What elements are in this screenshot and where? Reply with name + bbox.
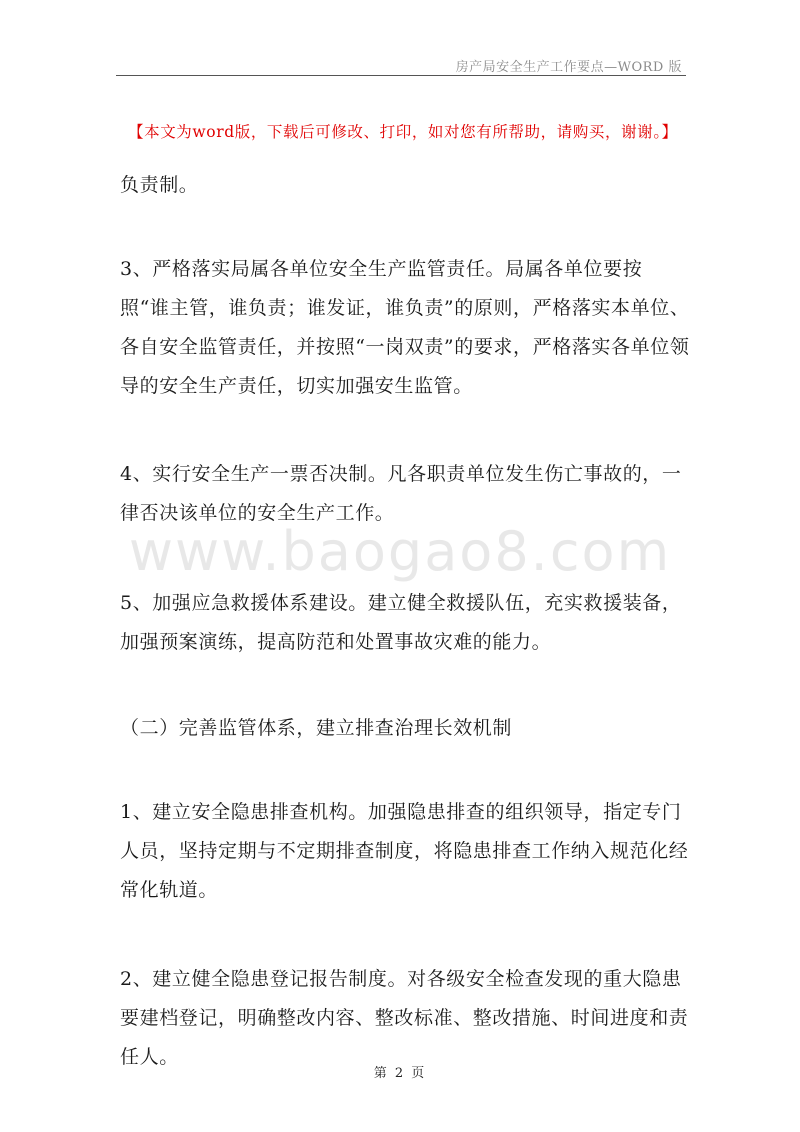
page-header-title: 房产局安全生产工作要点—WORD 版 — [455, 60, 682, 75]
header-divider — [116, 75, 686, 76]
paragraph-fuzeren: 负责制。 — [120, 174, 199, 196]
page-number: 第 2 页 — [373, 1066, 427, 1081]
paragraph-section2-item-1: 1、建立安全隐患排查机构。加强隐患排查的组织领导，指定专门人员，坚持定期与不定期排查制度，将隐患排查工作纳入规范化经常化轨道。 — [120, 801, 689, 901]
watermark: www.baogao8.com — [128, 520, 672, 583]
paragraph-item-3: 3、严格落实局属各单位安全生产监管责任。局属各单位要按照“谁主管，谁负责；谁发证，谁负责”的原则，严格落实本单位、各自安全监管责任，并按照“一岗双责”的要求，严格落实各单位领导的安全生产责任，切实加强安生监管。 — [120, 258, 690, 397]
paragraph-item-4: 4、实行安全生产一票否决制。凡各职责单位发生伤亡事故的，一律否决该单位的安全生产工作。 — [120, 463, 682, 524]
purchase-notice: 【本文为word版，下载后可修改、打印，如对您有所帮助，请购买，谢谢。】 — [128, 123, 678, 141]
paragraph-item-5: 5、加强应急救援体系建设。建立健全救援队伍，充实救援装备，加强预案演练，提高防范和处置事故灾难的能力。 — [120, 592, 682, 653]
section-heading-2: （二）完善监管体系，建立排查治理长效机制 — [120, 717, 513, 739]
paragraph-section2-item-2: 2、建立健全隐患登记报告制度。对各级安全检查发现的重大隐患要建档登记，明确整改内容、整改标准、整改措施、时间进度和责任人。 — [120, 968, 689, 1068]
